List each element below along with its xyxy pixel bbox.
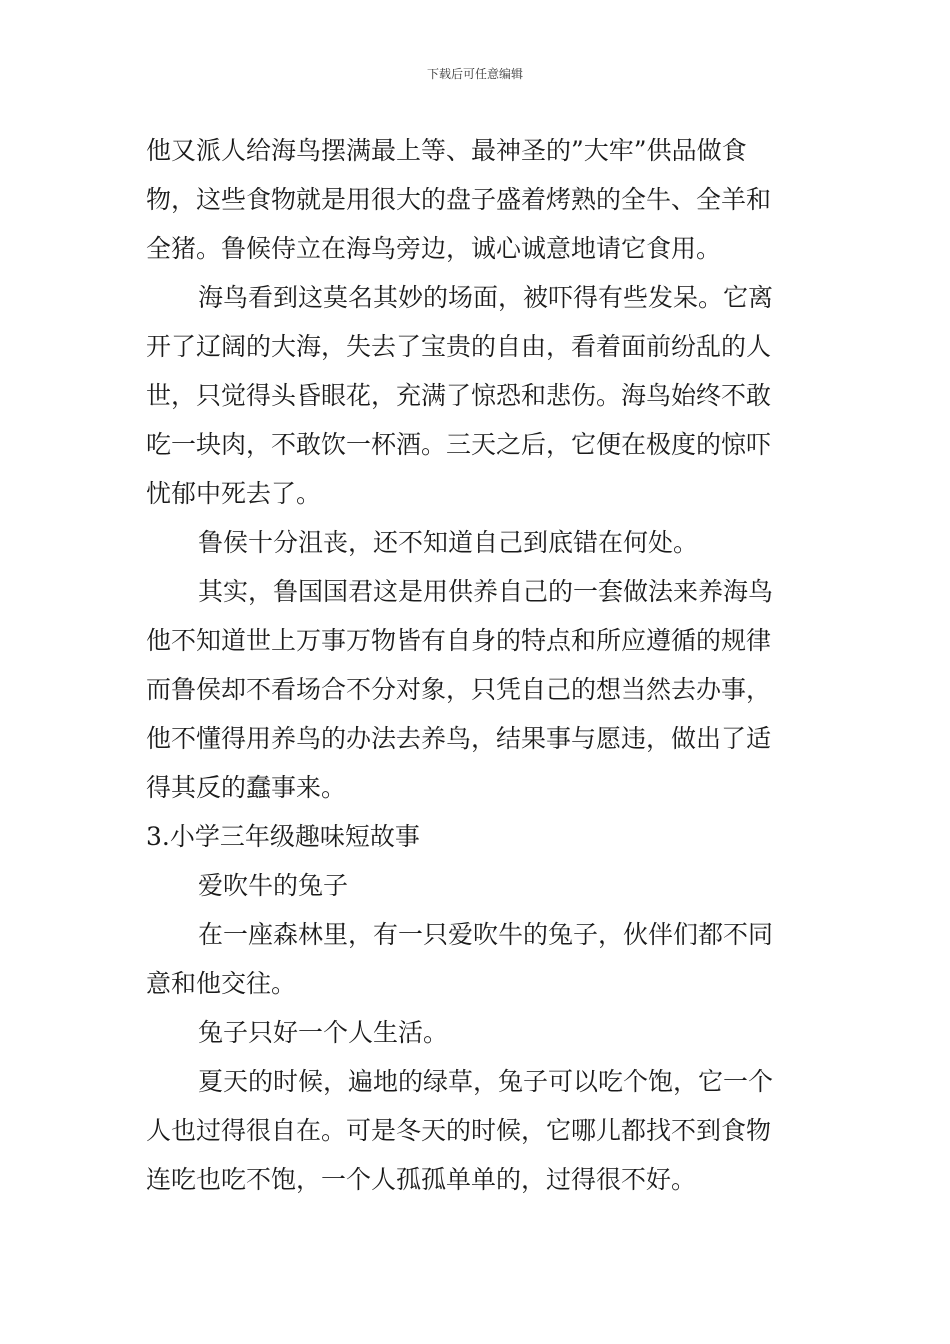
text-line: 而鲁侯却不看场合不分对象，只凭自己的想当然去办事， — [146, 675, 772, 704]
section-heading: 3.小学三年级趣味短故事 — [146, 822, 420, 851]
text-line: 物，这些食物就是用很大的盘子盛着烤熟的全牛、全羊和 — [146, 185, 772, 214]
paragraph-start-line: 兔子只好一个人生活。 — [198, 1018, 449, 1047]
paragraph-start-line: 在一座森林里，有一只爱吹牛的兔子，伙伴们都不同 — [198, 920, 774, 949]
text-line: 人也过得很自在。可是冬天的时候，它哪儿都找不到食物 — [146, 1116, 772, 1145]
paragraph-start-line: 其实，鲁国国君这是用供养自己的一套做法来养海鸟 — [198, 577, 774, 606]
text-line: 忧郁中死去了。 — [146, 479, 322, 508]
text-line: 意和他交往。 — [146, 969, 297, 998]
text-line: 得其反的蠢事来。 — [146, 773, 347, 802]
text-line: 连吃也吃不饱，一个人孤孤单单的，过得很不好。 — [146, 1165, 697, 1194]
text-line: 吃一块肉，不敢饮一杯酒。三天之后，它便在极度的惊吓 — [146, 430, 772, 459]
text-line: 全猪。鲁候侍立在海鸟旁边，诚心诚意地请它食用。 — [146, 234, 722, 263]
paragraph-start-line: 夏天的时候，遍地的绿草，兔子可以吃个饱，它一个 — [198, 1067, 774, 1096]
story-title: 爱吹牛的兔子 — [198, 871, 349, 900]
text-line: 他不知道世上万事万物皆有自身的特点和所应遵循的规律 — [146, 626, 772, 655]
text-line: 他不懂得用养鸟的办法去养鸟，结果事与愿违，做出了适 — [146, 724, 772, 753]
document-body — [146, 126, 810, 1204]
text-line: 开了辽阔的大海，失去了宝贵的自由，看着面前纷乱的人 — [146, 332, 772, 361]
paragraph-start-line: 海鸟看到这莫名其妙的场面，被吓得有些发呆。它离 — [198, 283, 774, 312]
paragraph-start-line: 鲁侯十分沮丧，还不知道自己到底错在何处。 — [198, 528, 699, 557]
text-line: 他又派人给海鸟摆满最上等、最神圣的”大牢”供品做食 — [146, 136, 747, 165]
page-header: 下载后可任意编辑 — [426, 67, 523, 81]
text-line: 世，只觉得头昏眼花，充满了惊恐和悲伤。海鸟始终不敢 — [146, 381, 772, 410]
